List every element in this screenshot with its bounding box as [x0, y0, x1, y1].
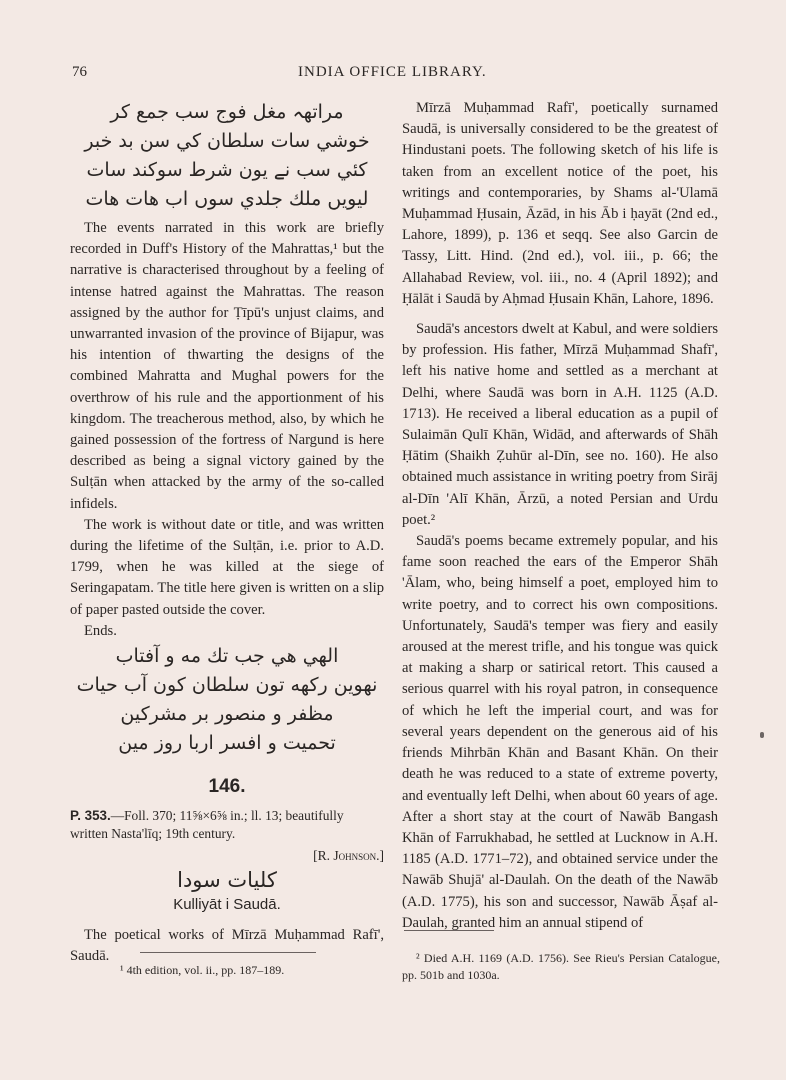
footnote-divider	[404, 930, 494, 931]
footnote-left: ¹ 4th edition, vol. ii., pp. 187–189.	[120, 963, 285, 977]
urdu-title: كليات سودا	[177, 868, 277, 893]
verse-line: ليويں ملك جلدي سوں اب هات هات	[85, 188, 369, 210]
entry-code: P. 353.	[70, 808, 111, 824]
footnote-divider	[140, 952, 316, 953]
verse-line: تحميت و افسر اربا روز مين	[118, 732, 336, 755]
body-paragraph: The poetical works of Mīrzā Muḥammad Rafī', Saudā.	[70, 926, 384, 965]
footnote-right: ² Died A.H. 1169 (A.D. 1756). See Rieu's Persian Catalogue, pp. 501b and 1030a.	[402, 951, 720, 982]
verse-block-end	[70, 642, 384, 758]
paper-blemish	[760, 732, 764, 738]
body-paragraph: The work is without date or title, and was written during the lifetime of the Sulṭān, i.e. prior to A.D. 1799, when he was killed at the siege of Seringapatam. The title here given is written on a slip of paper pasted outside the cover.	[70, 516, 384, 618]
verse-block-top	[70, 98, 384, 214]
verse-line: الهي هي جب تك مه و آفتاب	[115, 645, 339, 668]
running-title: INDIA OFFICE LIBRARY.	[298, 64, 487, 80]
verse-line: مظفر و منصور بر مشركين	[120, 703, 334, 726]
attribution: [R. Johnson.]	[313, 848, 384, 864]
page-number: 76	[72, 64, 87, 80]
left-column	[70, 98, 384, 967]
entry-description-block	[70, 807, 384, 843]
verse-line: مراتھہ مغل فوج سب جمع کر	[110, 101, 344, 123]
work-title: Kulliyāt i Saudā.	[173, 895, 281, 913]
entry-description: —Foll. 370; 11⅝×6⅝ in.; ll. 13; beautifully written Nasta'līq; 19th century.	[70, 808, 344, 842]
verse-line: خوشي سات سلطان كي سن بد خبر	[84, 130, 370, 152]
body-paragraph: Saudā's poems became extremely popular, and his fame soon reached the ears of the Emperor Shāh 'Ālam, who, being himself a poet, employed him to write poetry, and to correct his own compositions. Unfortunately, Saudā's temper was fiery and easily aroused at the merest trifle, and his tongue was quick at making a sharp or satirical retort. This caused a serious quarrel with his royal patron, in consequence of which he left the imperial court, and was for several years dependent on the generous aid of his friends Mihrbān Khān and Basant Khān. On their death he was reduced to a state of extreme poverty, and eventually left Delhi, when about 60 years of age. After a short stay at the court of Nawāb Bangash Khān of Farrukhabad, he settled at Lucknow in A.H. 1185 (A.D. 1771–72), and obtained service under the Nawāb Shujā' al-Daulah. On the death of the Nawāb (A.D. 1775), his son and successor, Nawāb Āṣaf al-Daulah, granted him an annual stipend of	[402, 533, 718, 931]
verse-line: نهوين ركهه تون سلطان كون آب حيات	[76, 674, 378, 697]
verse-line: كئي سب نے يون شرط سوكند سات	[86, 159, 368, 181]
right-column	[402, 98, 718, 934]
body-paragraph: Mīrzā Muḥammad Rafī', poetically surnamed Saudā, is universally considered to be the greatest of Hindustani poets. The following sketch of his life is taken from an excellent notice of the poet, his writings and contemporaries, by Shams al-'Ulamā Muḥammad Ḥusain, Āzād, in his Āb i ḥayāt (2nd ed., Lahore, 1899), p. 136 et seqq. See also Garcin de Tassy, Litt. Hind. (2nd ed.), vol. iii., p. 66; the Allahabad Review, vol. iii., no. 4 (April 1892); and Ḥālāt i Saudā by Aḥmad Ḥusain Khān, Lahore, 1896.	[402, 100, 718, 307]
body-paragraph: The events narrated in this work are briefly recorded in Duff's History of the Mahrattas,¹ but the narrative is characterised throughout by a feeling of intense hatred against the Mahrattas. The reason assigned by the author for Ṭīpū's unjust claims, and unwarranted invasion of the province of Bijapur, was his intention of thwarting the designs of the combined Mahratta and Mughal powers for the overthrow of his rule and the apportionment of his kingdom. The treacherous method, also, by which he gained possession of the fortress of Nargund is here described as being a signal victory gained by the Sulṭān when attacked by the army of the so-called infidels.	[70, 220, 384, 512]
body-paragraph: Saudā's ancestors dwelt at Kabul, and were soldiers by profession. His father, Mīrzā Muḥammad Shafī', left his native home and settled as a merchant at Delhi, where Saudā was born in A.H. 1125 (A.D. 1713). He received a liberal education as a pupil of Sulaimān Qulī Khān, Widād, and afterwards of Shāh Ḥātim (Shaikh Ẓuhūr al-Dīn, see no. 160). He also obtained much assistance in writing poetry from Sirāj al-Dīn 'Alī Khān, Ārzū, a noted Persian and Urdu poet.²	[402, 321, 718, 528]
entry-number: 146.	[208, 776, 246, 798]
ends-label: Ends.	[84, 622, 117, 639]
